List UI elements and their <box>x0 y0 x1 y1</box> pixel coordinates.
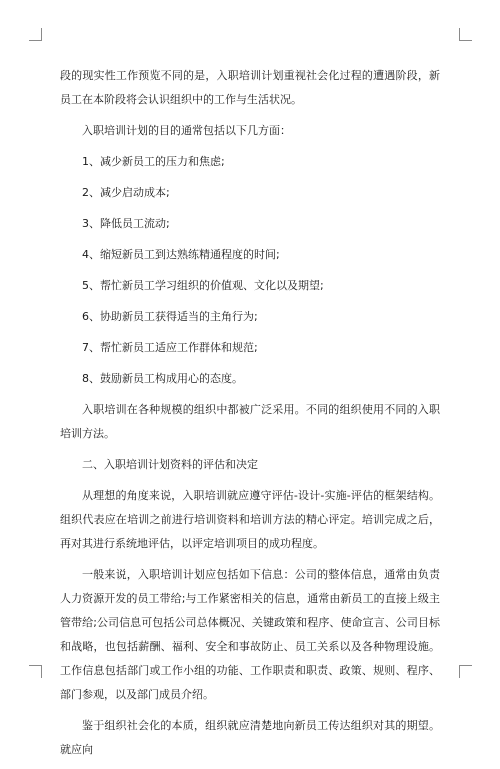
paragraph-content: 一般来说，入职培训计划应包括如下信息：公司的整体信息，通常由负责人力资源开发的员工带给;与工作紧密相关的信息，通常由新员工的直接上级主管带给;公司信息可包括公司总体概况、关键政策和程序、使命宣言、公司目标和战略，也包括薪酬、福利、安全和事故防止、员工关系以及各种物理设施。工作信息包括部门或工作小组的功能、工作职责和职责、政策、规则、程序、部门参观，以及部门成员介绍。 <box>60 568 440 701</box>
list-item-5: 5、帮忙新员工学习组织的价值观、文化以及期望; <box>82 279 324 292</box>
list-item-4: 4、缩短新员工到达熟练精通程度的时间; <box>82 248 280 261</box>
paragraph-purpose-intro: 入职培训计划的目的通常包括以下几方面： <box>82 124 291 137</box>
paragraph-continuation: 段的现实性工作预览不同的是，入职培训计划重视社会化过程的遭遇阶段，新员工在本阶段将会认识组织中的工作与生活状况。 <box>60 69 440 106</box>
crop-mark-bottom-left <box>29 665 42 678</box>
crop-mark-bottom-right <box>459 665 472 678</box>
list-item-3: 3、降低员工流动; <box>82 217 170 230</box>
document-body <box>60 64 440 769</box>
paragraph-adoption: 入职培训在各种规模的组织中都被广泛采用。不同的组织使用不同的入职培训方法。 <box>60 403 440 440</box>
paragraph-framework: 从理想的角度来说，入职培训就应遵守评估-设计-实施-评估的框架结构。组织代表应在培训之前进行培训资料和培训方法的精心评定。培训完成之后，再对其进行系统地评估，以评定培训项目的成功程度。 <box>60 489 440 550</box>
list-item-1: 1、减少新员工的压力和焦虑; <box>82 155 225 168</box>
list-item-2: 2、减少启动成本; <box>82 186 170 199</box>
list-item-8: 8、鼓励新员工构成用心的态度。 <box>82 372 243 385</box>
crop-mark-top-right <box>459 28 472 41</box>
crop-mark-top-left <box>29 28 42 41</box>
list-item-7: 7、帮忙新员工适应工作群体和规范; <box>82 341 258 354</box>
paragraph-expectations: 鉴于组织社会化的本质，组织就应清楚地向新员工传达组织对其的期望。就应向 <box>60 719 440 756</box>
list-item-6: 6、协助新员工获得适当的主角行为; <box>82 310 258 323</box>
section-heading: 二、入职培训计划资料的评估和决定 <box>82 458 258 471</box>
